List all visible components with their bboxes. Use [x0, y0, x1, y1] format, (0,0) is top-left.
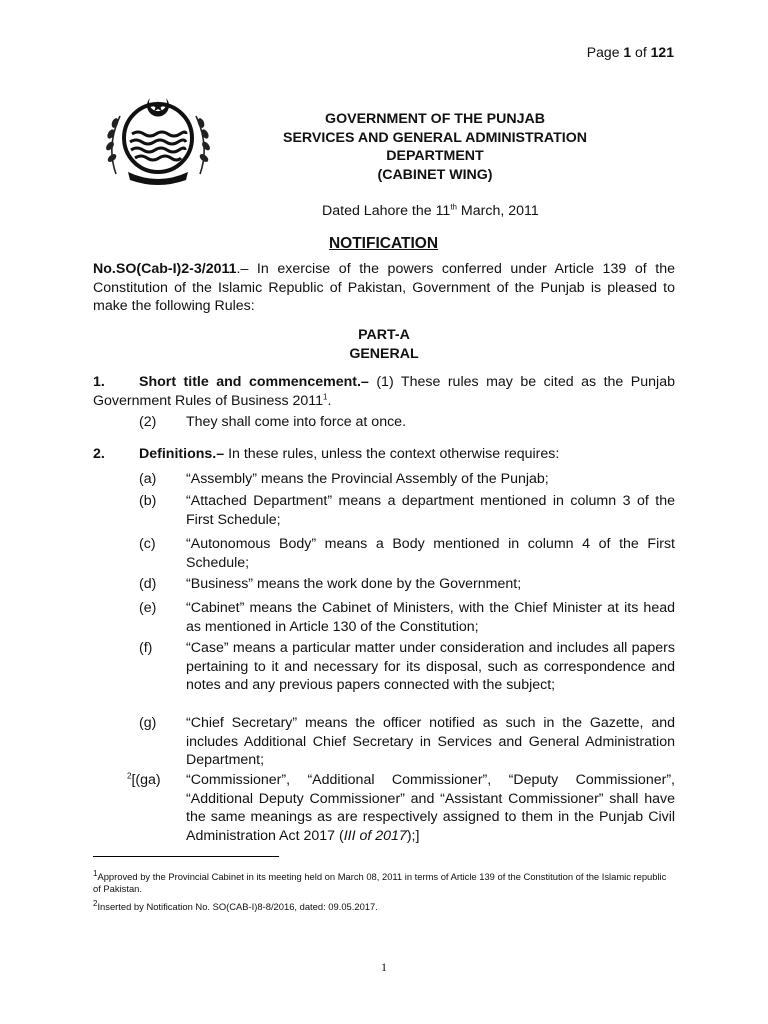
footnote-1: $^1$Approved by the Provincial Cabinet in its meeting held on March 08, 2011 in terms of Article 139 of the Constitution of the Islamic republic of Pakistan.: [93, 868, 667, 894]
notification-reference: No.SO(Cab-I)2-3/2011: [93, 261, 237, 277]
part-heading: PART-A GENERAL: [349, 327, 419, 362]
intro-paragraph: No.SO(Cab-I)2-3/2011.– In exercise of the powers conferred under Article 139 of the Constitution of the Islamic Republic of Pakistan, Government of the Punjab is pleased to make the following Rules:: [93, 261, 675, 314]
footnote-ref-1: 1: [323, 391, 328, 401]
header-line-department: SERVICES AND GENERAL ADMINISTRATION: [282, 129, 587, 146]
notification-title: NOTIFICATION: [328, 235, 439, 252]
header-line-department-2: DEPARTMENT: [386, 148, 484, 164]
header-line-wing: (CABINET WING): [377, 166, 493, 183]
punjab-emblem-logo: [98, 86, 218, 186]
current-page: 1: [623, 44, 632, 60]
section-1-number: 1.: [93, 374, 105, 390]
total-pages: 121: [650, 44, 674, 60]
footnote-divider: [93, 856, 279, 857]
page-number: 1: [381, 960, 387, 974]
section-2-heading: Definitions.–: [139, 446, 225, 462]
page-indicator: Page 1 of 121: [586, 44, 674, 60]
footnote-ref-2: 2: [127, 771, 132, 781]
document-header: [270, 110, 600, 184]
header-line-government: GOVERNMENT OF THE PUNJAB: [325, 111, 545, 127]
dated-line: Dated Lahore the 11th March, 2011: [322, 202, 539, 219]
footnote-2: $^2$Inserted by Notification No. SO(CAB-I)8-8/2016, dated: 09.05.2017.: [93, 898, 378, 912]
section-1: 1. Short title and commencement.– (1) These rules may be cited as the Punjab Government Rules of Business 2011$^1$.: [93, 374, 675, 409]
section-2-number: 2.: [93, 446, 105, 462]
section-1-heading: Short title and commencement.–: [139, 374, 369, 390]
